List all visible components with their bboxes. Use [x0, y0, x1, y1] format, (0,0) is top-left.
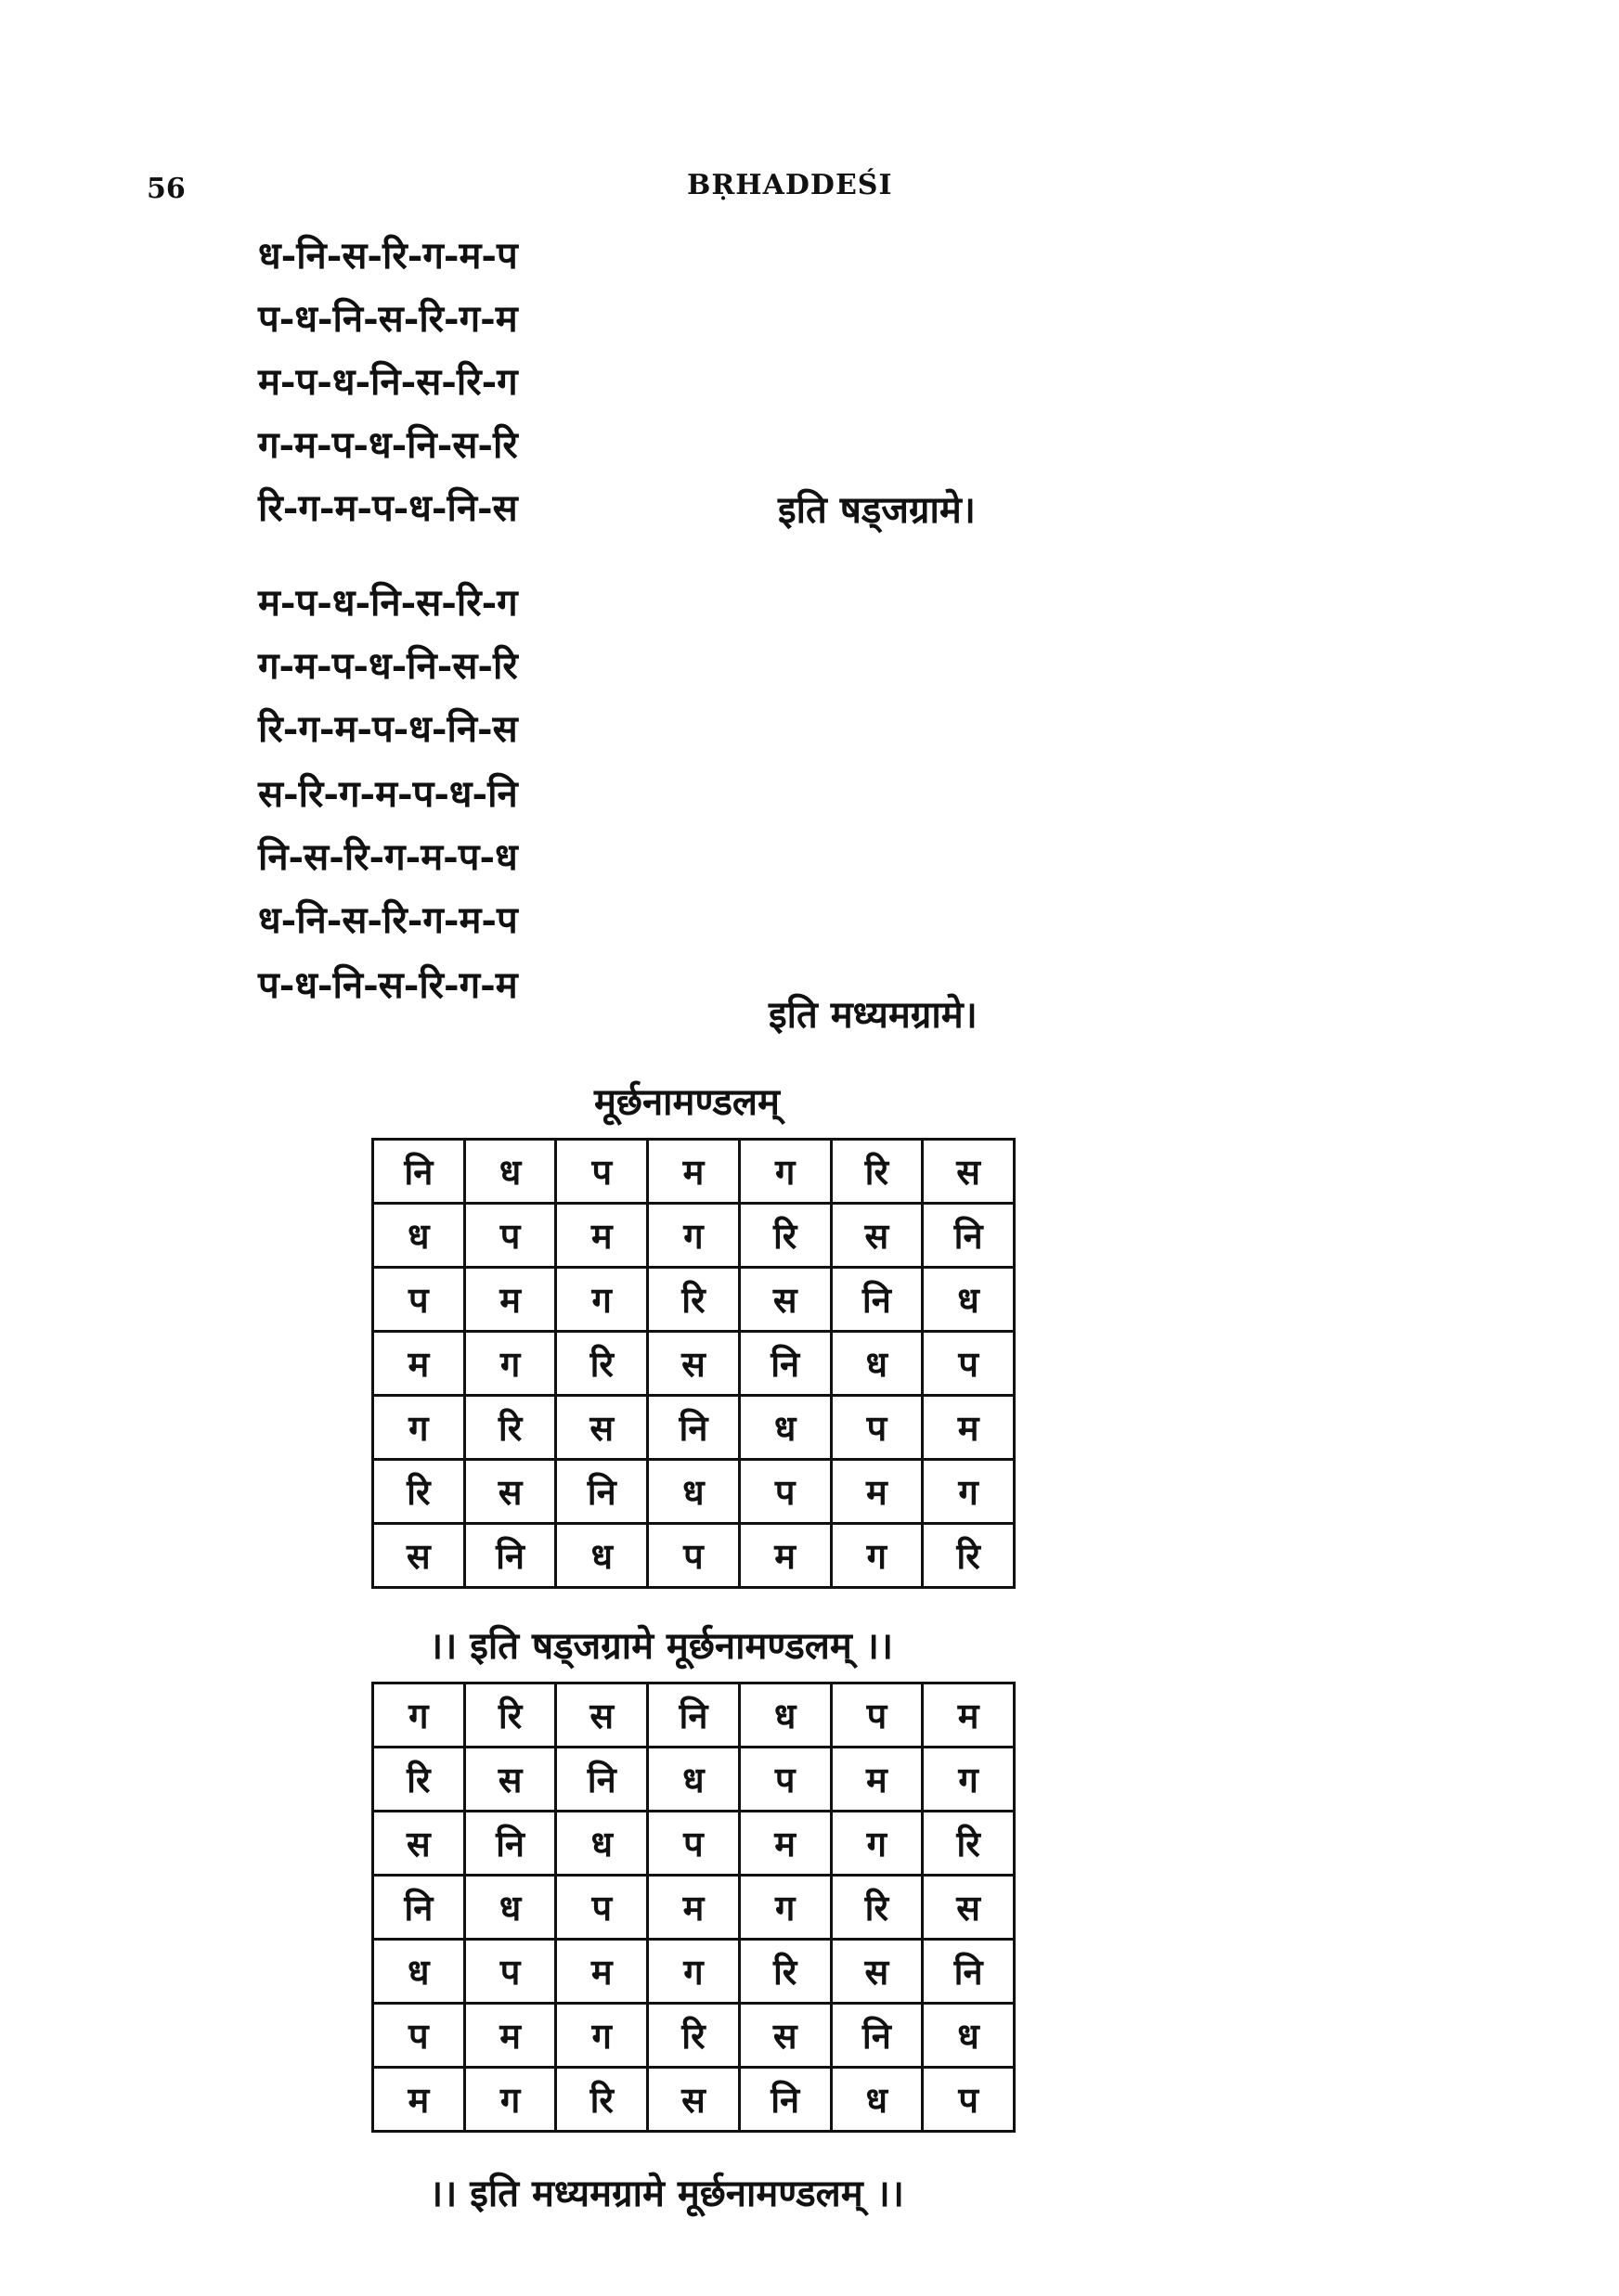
sequence-line: म-प-ध-नि-स-रि-ग [258, 360, 518, 404]
grid-cell: रि [648, 1268, 740, 1332]
grid-cell: ग [831, 1524, 923, 1588]
grid-cell: ध [831, 1332, 923, 1396]
grid-cell: ग [648, 1204, 740, 1268]
grid-cell: ध [923, 1268, 1015, 1332]
sequence-line: नि-स-रि-ग-म-प-ध [258, 835, 518, 879]
madhyama-murchana-grid [371, 1682, 1016, 2133]
grid-cell: ध [373, 1940, 465, 2004]
grid-cell: प [648, 1524, 740, 1588]
grid-cell: म [556, 1204, 648, 1268]
grid-cell: स [373, 1524, 465, 1588]
grid-cell: स [739, 2004, 831, 2068]
shadja-closing-text: इति षड्जग्रामे। [778, 488, 976, 532]
grid-cell: ध [648, 1460, 740, 1524]
running-title: BṚHADDEŚI [687, 169, 893, 201]
grid-cell: प [373, 2004, 465, 2068]
grid-cell: ग [556, 2004, 648, 2068]
grid-cell: स [923, 1876, 1015, 1940]
grid-cell: रि [923, 1524, 1015, 1588]
grid-cell: प [831, 1683, 923, 1748]
grid-cell: नि [831, 2004, 923, 2068]
grid-cell: नि [739, 1332, 831, 1396]
sequence-line: रि-ग-म-प-ध-नि-स [258, 486, 518, 530]
sequence-line: म-प-ध-नि-स-रि-ग [258, 581, 518, 625]
sequence-line: ग-म-प-ध-नि-स-रि [258, 423, 518, 467]
grid-cell: प [464, 1940, 556, 2004]
grid-cell: ध [923, 2004, 1015, 2068]
grid-cell: ध [556, 1812, 648, 1876]
grid-cell: ध [831, 2068, 923, 2132]
grid-cell: ग [923, 1460, 1015, 1524]
grid-cell: रि [739, 1940, 831, 2004]
grid-cell: रि [556, 1332, 648, 1396]
grid-cell: रि [373, 1748, 465, 1812]
grid-row [373, 1876, 1015, 1940]
grid-cell: प [739, 1460, 831, 1524]
shadja-grid-caption: ।। इति षड्जग्रामे मूर्छनामण्डलम् ।। [429, 1624, 894, 1668]
grid-cell: स [373, 1812, 465, 1876]
grid-cell: प [464, 1204, 556, 1268]
shadja-murchana-grid [371, 1138, 1016, 1589]
madhyama-grid-caption: ।। इति मध्यमग्रामे मूर्छनामण्डलम् ।। [429, 2172, 904, 2215]
grid-cell: स [831, 1204, 923, 1268]
grid-cell: ध [464, 1876, 556, 1940]
grid-row [373, 2068, 1015, 2132]
grid-cell: ग [648, 1940, 740, 2004]
grid-cell: ग [739, 1876, 831, 1940]
grid-cell: स [464, 1460, 556, 1524]
grid-cell: ग [373, 1683, 465, 1748]
grid-cell: ध [464, 1140, 556, 1204]
grid-cell: रि [923, 1812, 1015, 1876]
grid-cell: नि [373, 1140, 465, 1204]
grid-cell: रि [464, 1683, 556, 1748]
grid-row [373, 1332, 1015, 1396]
grid-cell: म [464, 1268, 556, 1332]
grid-cell: ध [556, 1524, 648, 1588]
grid-row [373, 1748, 1015, 1812]
grid-row [373, 1683, 1015, 1748]
grid-cell: स [556, 1683, 648, 1748]
grid-cell: प [556, 1876, 648, 1940]
grid-cell: ध [648, 1748, 740, 1812]
sequence-line: रि-ग-म-प-ध-नि-स [258, 707, 518, 751]
grid-cell: नि [464, 1524, 556, 1588]
grid-row [373, 1460, 1015, 1524]
grid-cell: स [648, 2068, 740, 2132]
grid-cell: म [831, 1460, 923, 1524]
grid-row [373, 1940, 1015, 2004]
sequence-line: ग-म-प-ध-नि-स-रि [258, 644, 518, 688]
grid-cell: ध [739, 1396, 831, 1460]
sequence-line: ध-नि-स-रि-ग-म-प [258, 898, 518, 942]
sequence-line: प-ध-नि-स-रि-ग-म [258, 963, 518, 1007]
grid-cell: नि [464, 1812, 556, 1876]
grid-cell: प [923, 1332, 1015, 1396]
grid-cell: म [739, 1524, 831, 1588]
grid-cell: प [831, 1396, 923, 1460]
grid-cell: ग [831, 1812, 923, 1876]
grid-cell: नि [923, 1204, 1015, 1268]
grid-row [373, 1524, 1015, 1588]
grid-cell: रि [464, 1396, 556, 1460]
grid-cell: म [373, 1332, 465, 1396]
grid-row [373, 1812, 1015, 1876]
grid-cell: प [556, 1140, 648, 1204]
grid-cell: ग [739, 1140, 831, 1204]
grid-cell: म [923, 1683, 1015, 1748]
grid-cell: ग [923, 1748, 1015, 1812]
grid-cell: प [648, 1812, 740, 1876]
grid-cell: नि [556, 1460, 648, 1524]
grid-cell: स [648, 1332, 740, 1396]
grid-cell: म [648, 1876, 740, 1940]
sequence-line: ध-नि-स-रि-ग-म-प [258, 234, 518, 277]
grid-cell: स [923, 1140, 1015, 1204]
grid-cell: ध [373, 1204, 465, 1268]
grid-cell: रि [556, 2068, 648, 2132]
grid-cell: नि [556, 1748, 648, 1812]
page-number: 56 [147, 173, 186, 205]
grid-cell: स [556, 1396, 648, 1460]
grid-cell: म [923, 1396, 1015, 1460]
grid-cell: स [831, 1940, 923, 2004]
grid-cell: प [373, 1268, 465, 1332]
grid-cell: नि [648, 1683, 740, 1748]
grid-cell: नि [373, 1876, 465, 1940]
grid-cell: नि [739, 2068, 831, 2132]
grid-cell: ग [373, 1396, 465, 1460]
grid-cell: म [648, 1140, 740, 1204]
grid-row [373, 1396, 1015, 1460]
grid-cell: प [923, 2068, 1015, 2132]
grid-row [373, 1204, 1015, 1268]
grid-cell: नि [923, 1940, 1015, 2004]
grid-cell: रि [373, 1460, 465, 1524]
grid-row [373, 1268, 1015, 1332]
grid-cell: ग [556, 1268, 648, 1332]
grid-cell: म [464, 2004, 556, 2068]
grid-cell: स [739, 1268, 831, 1332]
grid-cell: नि [831, 1268, 923, 1332]
grid-cell: रि [831, 1876, 923, 1940]
grid-cell: रि [739, 1204, 831, 1268]
grid-cell: म [739, 1812, 831, 1876]
grid-cell: ध [739, 1683, 831, 1748]
grid-cell: म [831, 1748, 923, 1812]
grid-cell: म [373, 2068, 465, 2132]
grid-row [373, 2004, 1015, 2068]
mandala-title: मूर्छनामण्डलम् [594, 1080, 780, 1124]
grid-cell: ग [464, 2068, 556, 2132]
grid-cell: स [464, 1748, 556, 1812]
sequence-line: प-ध-नि-स-रि-ग-म [258, 297, 518, 341]
grid-row [373, 1140, 1015, 1204]
grid-cell: नि [648, 1396, 740, 1460]
grid-cell: म [556, 1940, 648, 2004]
grid-cell: प [739, 1748, 831, 1812]
madhyama-closing-text: इति मध्यमग्रामे। [769, 993, 978, 1037]
grid-cell: रि [648, 2004, 740, 2068]
grid-cell: रि [831, 1140, 923, 1204]
sequence-line: स-रि-ग-म-प-ध-नि [258, 772, 518, 816]
grid-cell: ग [464, 1332, 556, 1396]
